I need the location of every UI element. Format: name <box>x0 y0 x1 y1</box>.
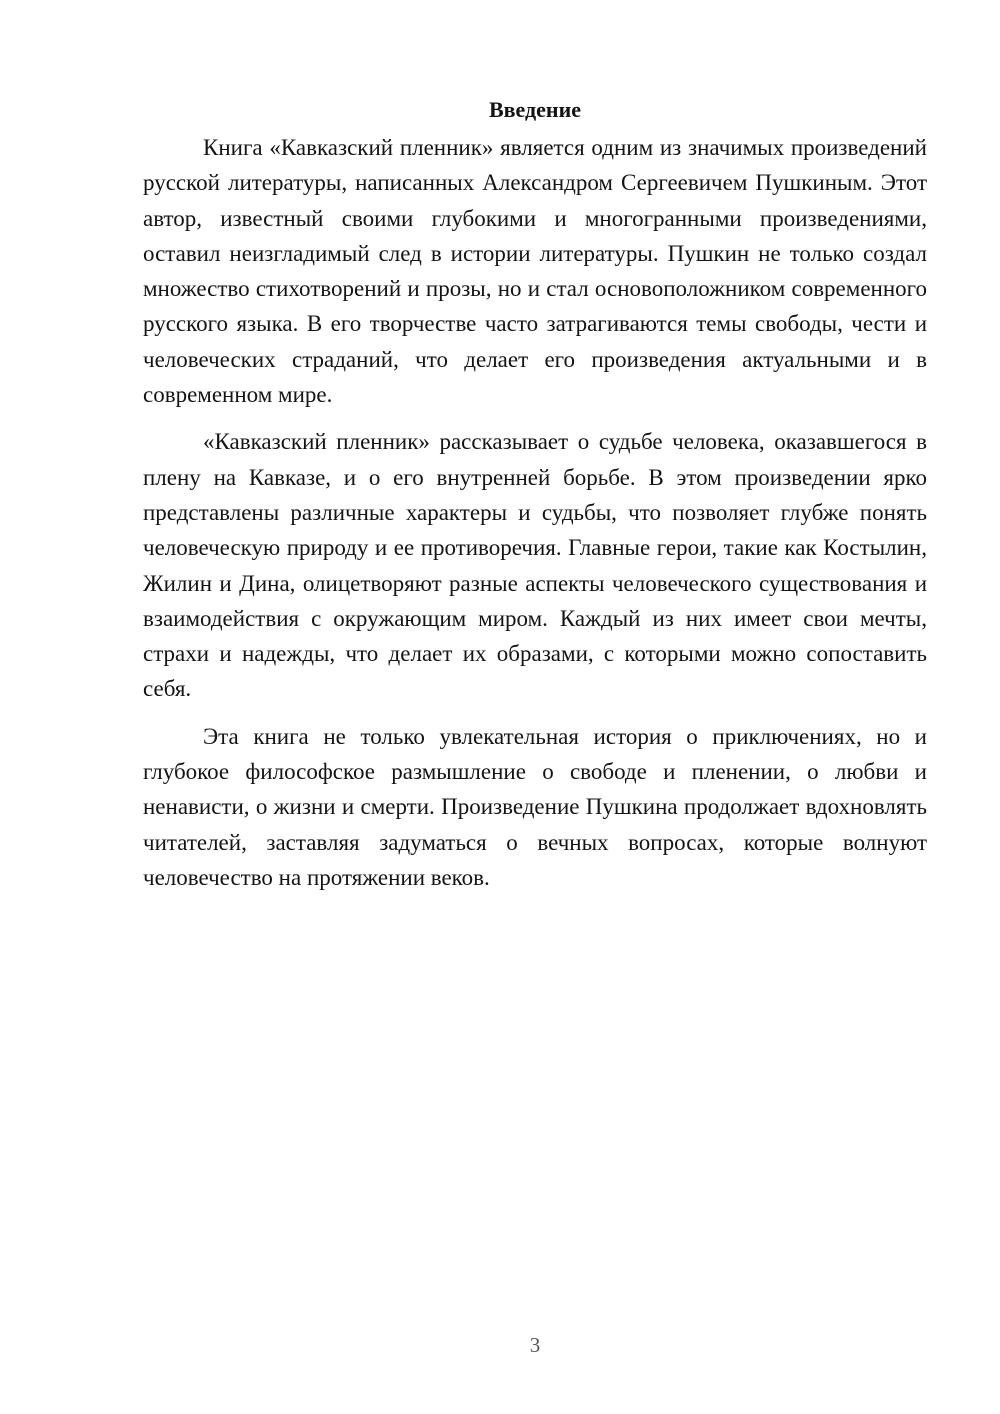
page-number: 3 <box>529 1333 541 1357</box>
page-content <box>143 92 927 895</box>
paragraph-2: «Кавказский пленник» рассказывает о судьбе человека, оказавшегося в плену на Кавказе, и о его внутренней борьбе. В этом произведении ярко представлены различные характеры и судьбы, что позволяет глубже понять человеческую природу и ее противоречия. Главные герои, такие как Костылин, Жилин и Дина, олицетворяют разные аспекты человеческого существования и взаимодействия с окружающим миром. Каждый из них имеет свои мечты, страхи и надежды, что делает их образами, с которыми можно сопоставить себя. <box>143 429 927 702</box>
paragraph-3: Эта книга не только увлекательная история о приключениях, но и глубокое философское размышление о свободе и пленении, о любви и ненависти, о жизни и смерти. Произведение Пушкина продолжает вдохновлять читателей, заставляя задуматься о вечных вопросах, которые волнуют человечество на протяжении веков. <box>143 723 927 890</box>
paragraph-1: Книга «Кавказский пленник» является одним из значимых произведений русской литературы, написанных Александром Сергеевичем Пушкиным. Этот автор, известный своими глубокими и многогранными произведениями, оставил неизгладимый след в истории литературы. Пушкин не только создал множество стихотворений и прозы, но и стал основоположником современного русского языка. В его творчестве часто затрагиваются темы свободы, чести и человеческих страданий, что делает его произведения актуальными и в современном мире. <box>143 135 927 408</box>
section-heading: Введение <box>488 97 582 122</box>
